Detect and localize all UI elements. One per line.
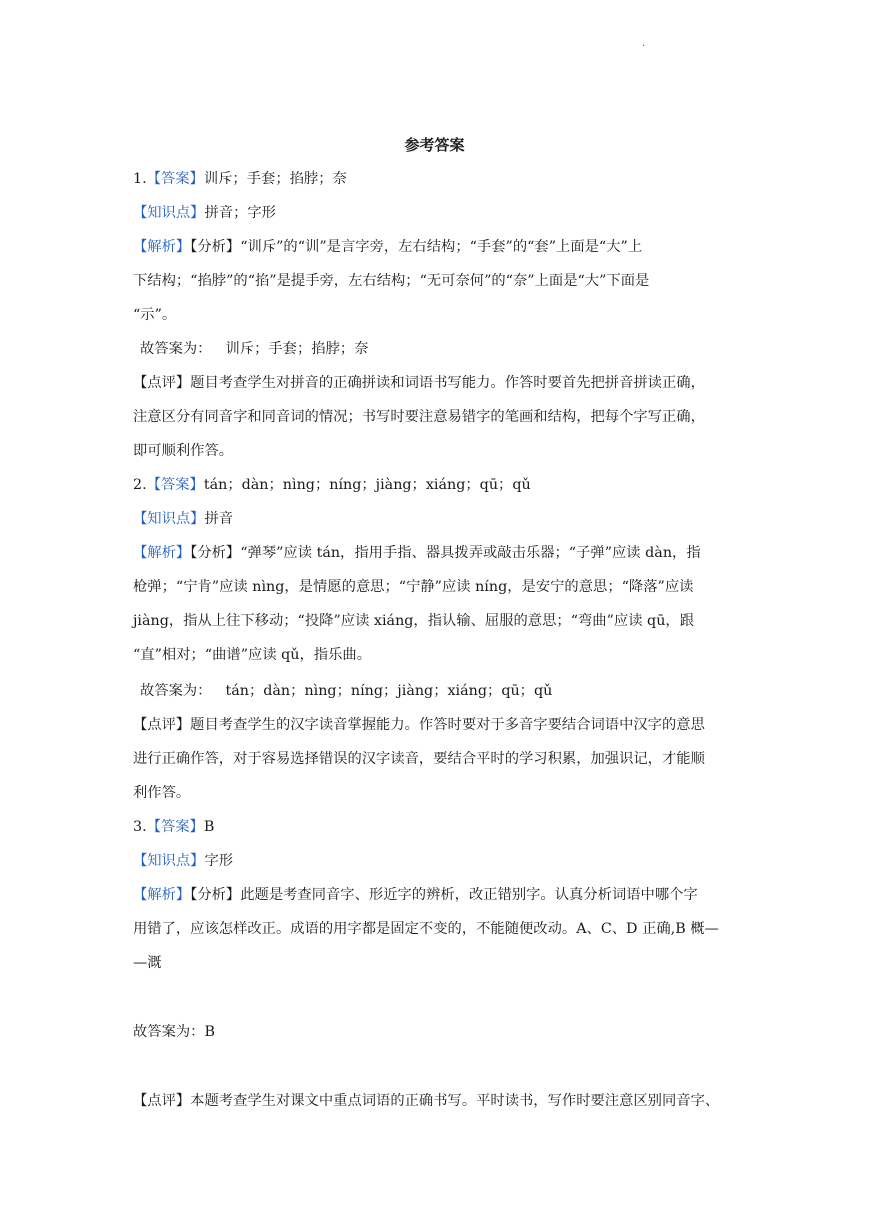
q2-final-value: tán；dàn；nìng；níng；jiàng；xiáng；qū；qǔ	[225, 683, 553, 699]
q3-final-answer: 故答案为：B	[133, 1024, 215, 1040]
q2-answer: tán；dàn；nìng；níng；jiàng；xiáng；qū；qǔ	[203, 477, 531, 493]
q1-knowledge: 拼音；字形	[204, 205, 276, 221]
q2-analysis-text-1: 【分析】“弹琴”应读 tán，指用手指、器具拨弄或敲击乐器；“子弹”应读 dàn，指	[190, 545, 701, 561]
q3-answer-line	[133, 816, 743, 838]
q1-number: 1.	[133, 171, 147, 187]
q3-comment-line-1: 【点评】本题考查学生对课文中重点词语的正确书写。平时读书，写作时要注意区别同音字、	[133, 1093, 720, 1109]
q3-number: 3.	[133, 819, 147, 835]
q2-analysis-line-3: jiàng，指从上往下移动；“投降”应读 xiáng，指认输、屈服的意思；“弯曲”应读 qū，跟	[133, 613, 694, 629]
q1-final-value: 训斥；手套；掐脖；奈	[225, 341, 369, 357]
q1-final-label: 故答案为：	[140, 341, 212, 357]
q1-comment-line-3: 即可顺利作答。	[133, 443, 234, 459]
q2-analysis-line-2: 枪弹；“宁肯”应读 nìng，是情愿的意思；“宁静”应读 níng，是安宁的意思；“降落”应读	[133, 579, 694, 595]
q3-knowledge: 字形	[204, 853, 234, 869]
q3-analysis-line-3: —溉	[133, 955, 162, 971]
q2-knowledge-line	[133, 508, 743, 530]
q2-analysis-tag: 【解析】	[133, 545, 191, 561]
q1-answer-line	[133, 168, 743, 190]
page-title: 参考答案	[404, 136, 465, 154]
q3-analysis-tag: 【解析】	[133, 887, 191, 903]
q1-answer: 训斥；手套；掐脖；奈	[203, 171, 347, 187]
q1-analysis-line-3: “示”。	[133, 307, 177, 323]
header-dot: .	[642, 38, 646, 49]
q2-comment-line-1: 【点评】题目考查学生的汉字读音掌握能力。作答时要对于多音字要结合词语中汉字的意思	[133, 717, 705, 733]
q2-analysis-line-4: “直”相对；“曲谱”应读 qǔ，指乐曲。	[133, 647, 371, 663]
q1-analysis-tag: 【解析】	[133, 239, 191, 255]
q1-analysis-text-1: 【分析】“训斥”的“训”是言字旁，左右结构；“手套”的“套”上面是“大”上	[190, 239, 643, 255]
q3-knowledge-line	[133, 850, 743, 872]
q2-knowledge: 拼音	[204, 511, 234, 527]
q2-number: 2.	[133, 477, 147, 493]
q3-analysis-line-2: 用错了，应该怎样改正。成语的用字都是固定不变的，不能随便改动。A、C、D 正确,B 概—	[133, 921, 719, 937]
q2-knowledge-tag: 【知识点】	[133, 511, 205, 527]
q2-final-answer	[140, 680, 750, 702]
q1-knowledge-tag: 【知识点】	[133, 205, 205, 221]
q3-analysis-text-1: 【分析】此题是考查同音字、形近字的辨析，改正错别字。认真分析词语中哪个字	[190, 887, 698, 903]
q3-answer: B	[203, 819, 215, 835]
q2-answer-line	[133, 474, 743, 496]
q2-analysis-line-1	[133, 542, 743, 564]
q2-final-label: 故答案为：	[140, 683, 212, 699]
q1-comment-line-2: 注意区分有同音字和同音词的情况；书写时要注意易错字的笔画和结构，把每个字写正确，	[133, 409, 705, 425]
q2-comment-line-3: 利作答。	[133, 785, 191, 801]
q1-comment-line-1: 【点评】题目考查学生对拼音的正确拼读和词语书写能力。作答时要首先把拼音拼读正确，	[133, 375, 705, 391]
q2-comment-line-2: 进行正确作答，对于容易选择错误的汉字读音，要结合平时的学习积累，加强识记，才能顺	[133, 751, 705, 767]
q2-answer-tag: 【答案】	[146, 477, 204, 493]
q1-knowledge-line	[133, 202, 743, 224]
q3-knowledge-tag: 【知识点】	[133, 853, 205, 869]
q3-analysis-line-1	[133, 884, 743, 906]
q1-analysis-line-1	[133, 236, 743, 258]
q1-analysis-line-2: 下结构；“掐脖”的“掐”是提手旁，左右结构；“无可奈何”的“奈”上面是“大”下面是	[133, 273, 650, 289]
q1-answer-tag: 【答案】	[146, 171, 204, 187]
q1-final-answer	[140, 338, 750, 360]
q3-answer-tag: 【答案】	[146, 819, 204, 835]
